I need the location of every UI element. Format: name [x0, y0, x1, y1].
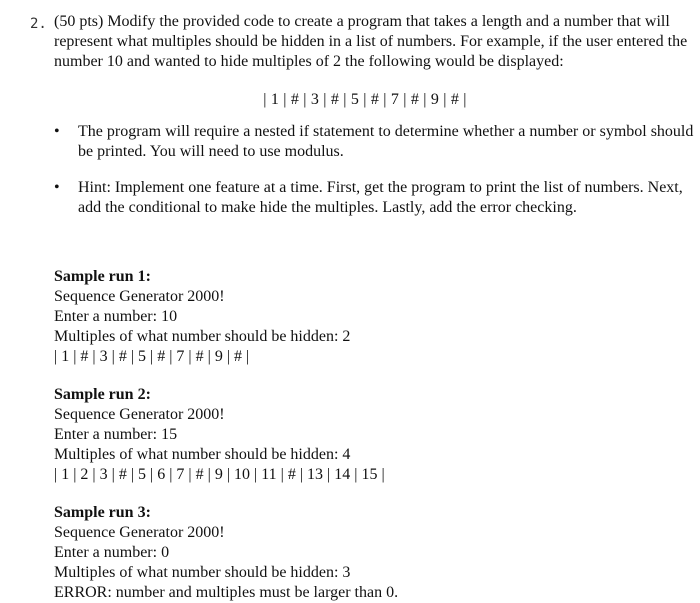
example-output: | 1 | # | 3 | # | 5 | # | 7 | # | 9 | # |: [263, 91, 467, 108]
sample-runs: [54, 267, 654, 603]
sample-run-line: Multiples of what number should be hidden: 3: [54, 564, 351, 581]
sample-run-output: | 1 | 2 | 3 | # | 5 | 6 | 7 | # | 9 | 10 | 11 | # | 13 | 14 | 15 |: [54, 466, 385, 483]
sample-run-line: Sequence Generator 2000!: [54, 524, 225, 541]
bullet-list: [54, 122, 694, 218]
bullet-item: [54, 178, 694, 218]
sample-run-title: Sample run 3:: [54, 504, 151, 521]
question-text: (50 pts) Modify the provided code to create a program that takes a length and a number that will represent what multiples should be hidden in a list of numbers. For example, if the user entered the number 10 and wanted to hide multiples of 2 the following would be displayed:: [54, 13, 688, 70]
sample-run-line: Enter a number: 0: [54, 544, 170, 561]
bullet-dot-icon: •: [54, 123, 60, 140]
sample-run-output: | 1 | # | 3 | # | 5 | # | 7 | # | 9 | # |: [54, 348, 250, 365]
question-number: 2.: [30, 16, 47, 32]
sample-run-line: Enter a number: 10: [54, 308, 178, 325]
sample-run-line: Multiples of what number should be hidden: 2: [54, 328, 351, 345]
bullet-item: [54, 122, 694, 162]
sample-run-line: Sequence Generator 2000!: [54, 288, 225, 305]
sample-run-1: [54, 267, 654, 367]
bullet-text: Hint: Implement one feature at a time. First, get the program to print the list of numbers. Next, add the conditional to make hide the multiples. Lastly, add the error checking.: [78, 179, 683, 216]
sample-run-title: Sample run 1:: [54, 268, 151, 285]
bullet-text: The program will require a nested if statement to determine whether a number or symbol should be printed. You will need to use modulus.: [78, 123, 694, 160]
sample-run-line: Sequence Generator 2000!: [54, 406, 225, 423]
sample-run-line: Enter a number: 15: [54, 426, 178, 443]
sample-run-title: Sample run 2:: [54, 386, 151, 403]
sample-run-2: [54, 385, 654, 485]
sample-run-error: ERROR: number and multiples must be larger than 0.: [54, 584, 399, 601]
sample-run-line: Multiples of what number should be hidden: 4: [54, 446, 351, 463]
sample-run-3: [54, 503, 654, 603]
bullet-dot-icon: •: [54, 179, 60, 196]
